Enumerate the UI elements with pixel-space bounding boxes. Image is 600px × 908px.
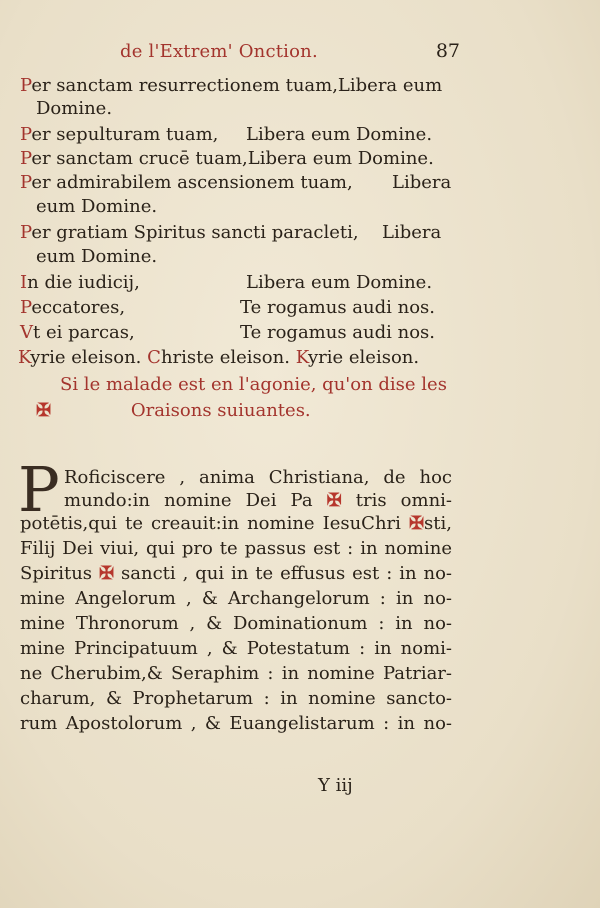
- prayer-line: ne Cherubim,& Seraphim : in nomine Patriar-: [20, 663, 452, 684]
- drop-cap: P: [18, 453, 60, 526]
- kyrie-line: Kyrie eleison. Christe eleison. Kyrie eleison.: [18, 347, 420, 368]
- prayer-line: rum Apostolorum , & Euangelistarum : in no-: [20, 713, 452, 734]
- prayer-line: Roficiscere , anima Christiana, de hoc: [64, 467, 452, 488]
- cross-icon: ✠: [36, 400, 52, 421]
- prayer-line: charum, & Prophetarum : in nomine sancto-: [20, 688, 452, 709]
- litany-line: Vt ei parcas,: [20, 322, 135, 343]
- rubric-heading: Oraisons suiuantes.: [130, 400, 311, 421]
- running-title: de l'Extrem' Onction.: [120, 41, 318, 62]
- cross-icon: ✠: [408, 513, 425, 534]
- cross-icon: ✠: [98, 563, 115, 584]
- litany-response: Libera eum Domine.: [246, 124, 433, 145]
- litany-line: Per sanctam crucē tuam,Libera eum Domine.: [20, 148, 434, 169]
- folio-number: 87: [435, 40, 460, 62]
- signature-mark: Y iij: [318, 775, 353, 796]
- prayer-line: mine Principatuum , & Potestatum : in nomi-: [20, 638, 452, 659]
- running-header: [120, 40, 460, 62]
- litany-response: Libera: [382, 222, 442, 243]
- rubric-heading-line: [36, 400, 311, 422]
- prayer-line: Filij Dei viui, qui pro te passus est : in nomine: [20, 538, 452, 559]
- rubric-instruction: Si le malade est en l'agonie, qu'on dise les: [60, 374, 447, 395]
- prayer-line: mundo:in nomine Dei Pa ✠ tris omni-: [64, 490, 452, 511]
- litany-line: Per admirabilem ascensionem tuam,: [20, 172, 353, 193]
- prayer-line: Spiritus ✠ sancti , qui in te effusus est : in no-: [20, 563, 452, 584]
- litany-line: In die iudicij,: [20, 272, 140, 293]
- litany-line: Per sepulturam tuam,: [20, 124, 219, 145]
- prayer-line: potētis,qui te creauit:in nomine IesuChri ✠sti,: [20, 513, 452, 534]
- litany-line: Per gratiam Spiritus sancti paracleti,: [20, 222, 359, 243]
- litany-response: Libera eum Domine.: [246, 272, 433, 293]
- litany-line: eum Domine.: [36, 196, 158, 217]
- litany-line: Per sanctam resurrectionem tuam,Libera eum: [20, 75, 443, 96]
- litany-response: Te rogamus audi nos.: [240, 322, 436, 343]
- litany-line: Peccatores,: [20, 297, 126, 318]
- cross-icon: ✠: [326, 490, 342, 511]
- litany-response: Libera: [392, 172, 452, 193]
- litany-line: eum Domine.: [36, 246, 158, 267]
- litany-line: Domine.: [36, 98, 113, 119]
- litany-response: Te rogamus audi nos.: [240, 297, 436, 318]
- prayer-line: mine Thronorum , & Dominationum : in no-: [20, 613, 452, 634]
- prayer-line: mine Angelorum , & Archangelorum : in no-: [20, 588, 452, 609]
